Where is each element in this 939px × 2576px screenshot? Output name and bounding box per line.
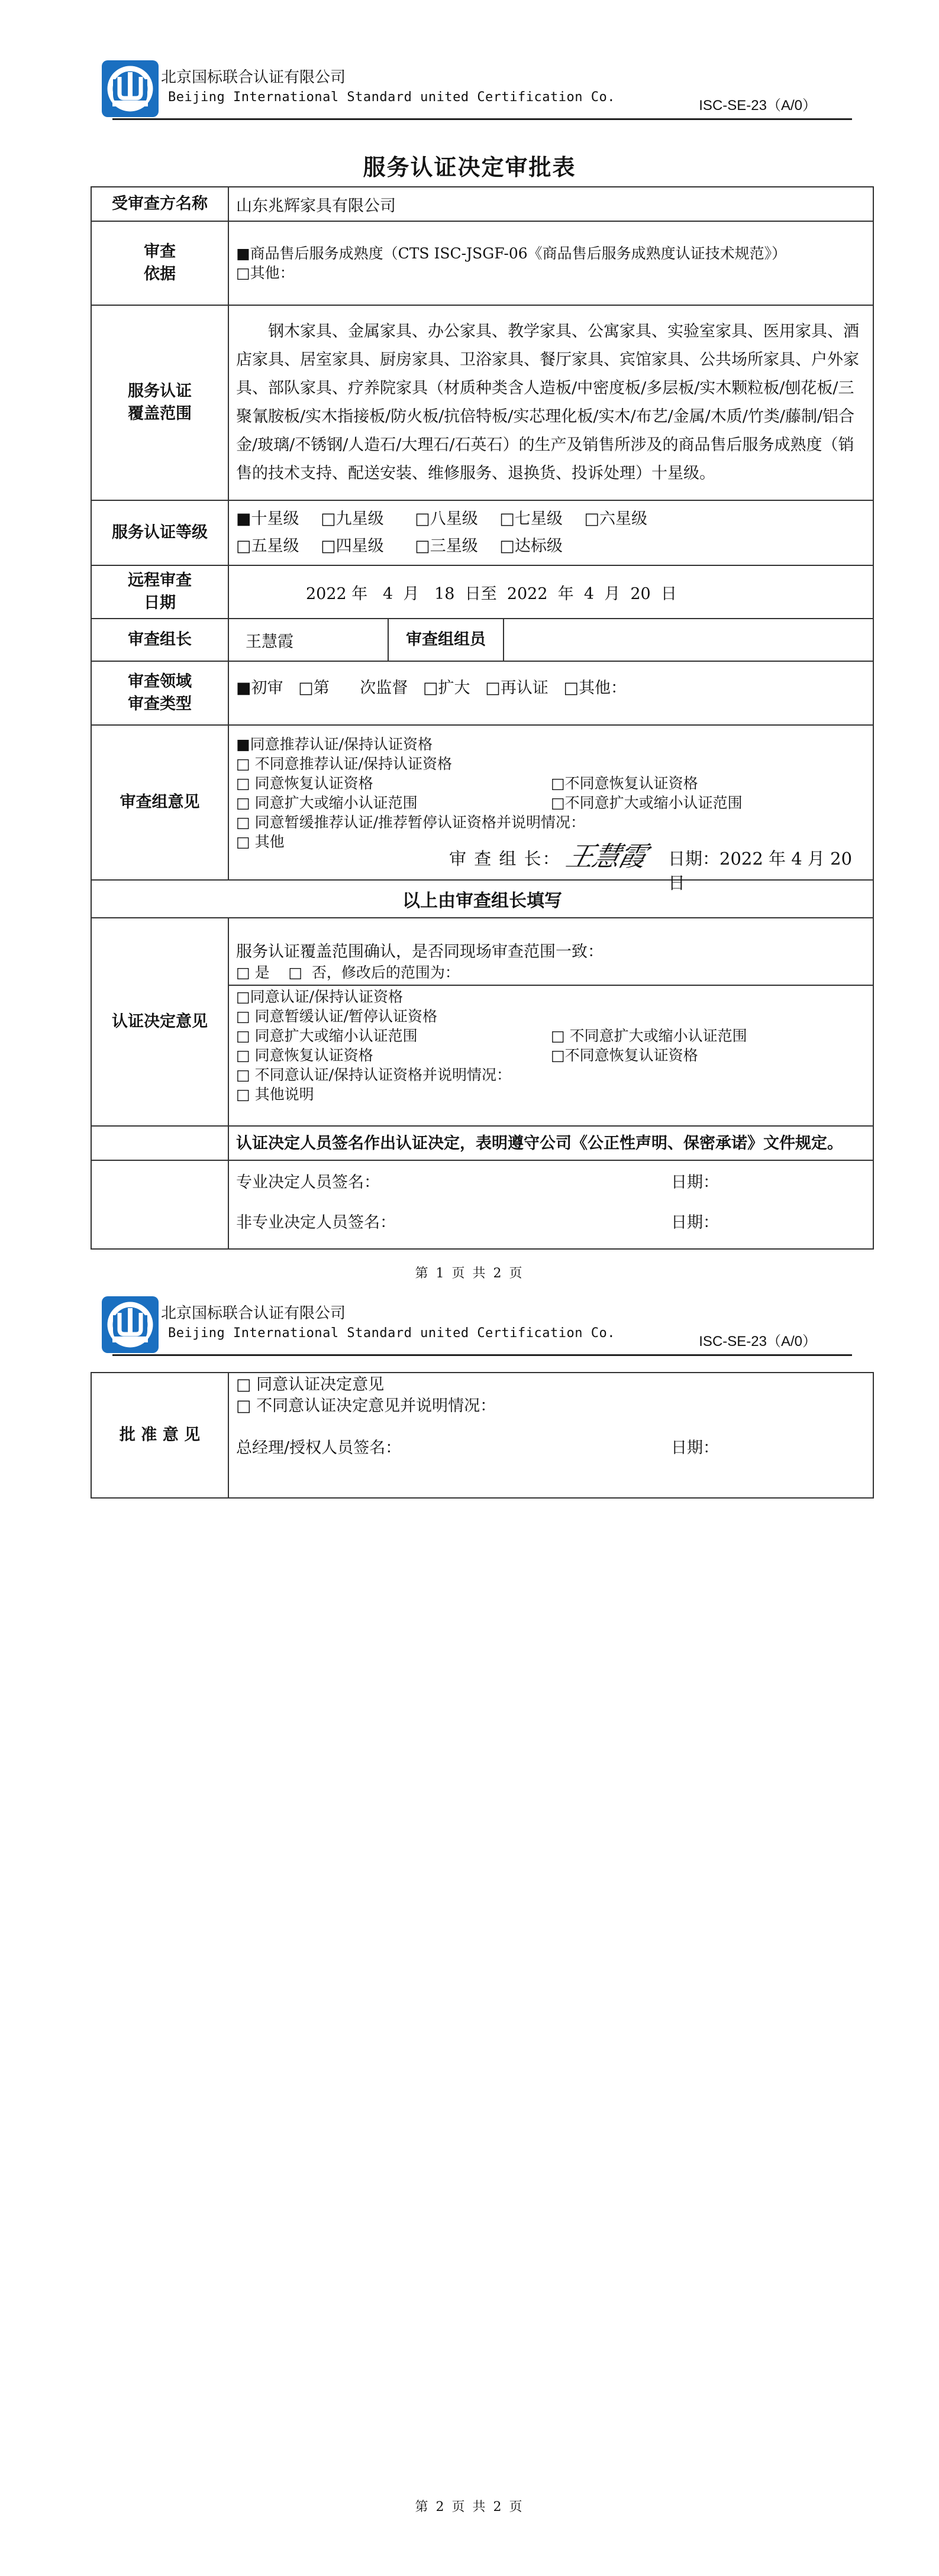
audit-type-label-line2: 审查类型: [128, 695, 192, 713]
team-leader-fill-note: 以上由审查组长填写: [91, 880, 873, 918]
approval-form-table: [91, 186, 874, 1250]
remote-date-value[interactable]: 2022 年 4 月 18 日至 2022 年 4 月 20 日: [228, 565, 873, 619]
grade-option-3[interactable]: □三星级: [415, 537, 478, 555]
scope-confirm-question: 服务认证覆盖范围确认，是否同现场审查范围一致：: [236, 942, 604, 961]
approval-date-label[interactable]: 日期：: [671, 1439, 719, 1457]
basis-row: [91, 221, 873, 305]
applicant-row: [91, 187, 873, 221]
grade-option-7[interactable]: □七星级: [499, 510, 563, 528]
approval-option-disagree[interactable]: □ 不同意认证决定意见并说明情况：: [236, 1397, 496, 1415]
scope-label: [91, 305, 228, 500]
grade-option-9[interactable]: □九星级: [321, 510, 384, 528]
opinion-option-recommend[interactable]: ■同意推荐认证/保持认证资格: [236, 736, 433, 753]
team-leader-value[interactable]: 王慧霞: [228, 619, 388, 661]
approval-row: [91, 1373, 873, 1498]
page2-footer: 第 2 页 共 2 页: [415, 2500, 524, 2514]
opinion-option-suspend[interactable]: □ 同意暂缓推荐认证/推荐暂停认证资格并说明情况：: [236, 814, 585, 831]
team-opinion-content: [228, 725, 873, 893]
decision-label: 认证决定意见: [91, 918, 228, 1126]
document-code: ISC-SE-23（A/0）: [699, 1334, 817, 1350]
company-name-en: Beijing International Standard united Certification Co.: [168, 90, 615, 105]
scope-label-line2: 覆盖范围: [128, 404, 192, 423]
basis-content: [228, 221, 873, 305]
approval-table: [91, 1372, 874, 1499]
notice-label-cell: [91, 1126, 228, 1160]
basis-label-line1: 审查: [144, 242, 176, 261]
approval-content: [228, 1373, 873, 1498]
remote-date-label: [91, 565, 228, 619]
team-leader-signature: 王慧霞: [563, 840, 649, 872]
signature-row: [91, 1160, 873, 1249]
opinion-option-other[interactable]: □ 其他: [236, 833, 285, 850]
decision-option-reject[interactable]: □ 不同意认证/保持认证资格并说明情况：: [236, 1066, 511, 1083]
grade-option-4[interactable]: □四星级: [321, 537, 384, 555]
scope-confirm-options[interactable]: □ 是 □ 否，修改后的范围为：: [236, 963, 460, 981]
audit-type-label-line1: 审查领域: [128, 672, 192, 691]
decision-option-defer[interactable]: □ 同意暂缓认证/暂停认证资格: [236, 1007, 437, 1025]
opinion-option-restore[interactable]: □ 同意恢复认证资格: [236, 775, 373, 792]
team-row: [91, 619, 873, 661]
scope-label-line1: 服务认证: [128, 382, 192, 400]
scope-text[interactable]: 钢木家具、金属家具、办公家具、教学家具、公寓家具、实验室家具、医用家具、酒店家具、居室家具、厨房家具、卫浴家具、餐厅家具、宾馆家具、公共场所家具、户外家具、部队家具、疗养院家具（材质种类含人造板/中密度板/多层板/实木颗粒板/刨花板/三聚氰胺板/实木指接板/防火板/抗倍特板/实芯理化板/实木/布艺/金属/木质/竹类/藤制/铝合金/玻璃/不锈钢/人造石/大理石/石英石）的生产及销售所涉及的商品售后服务成熟度（销售的技术支持、配送安装、维修服务、退换货、投诉处理）十星级。: [228, 305, 873, 500]
basis-option-other[interactable]: □其他：: [236, 264, 295, 281]
team-member-value[interactable]: [504, 619, 873, 661]
pro-decision-sign-label[interactable]: 专业决定人员签名：: [236, 1173, 380, 1192]
audit-type-row: [91, 661, 873, 725]
notice-row: [91, 1126, 873, 1160]
decision-row: [91, 918, 873, 1126]
applicant-label: 受审查方名称: [91, 187, 228, 221]
company-name-cn: 北京国标联合认证有限公司: [161, 1305, 346, 1322]
team-opinion-label: 审查组意见: [91, 725, 228, 880]
approval-option-agree[interactable]: □ 同意认证决定意见: [236, 1376, 385, 1394]
team-leader-signature-line: [236, 837, 866, 893]
team-member-label: 审查组组员: [388, 619, 504, 661]
company-logo-icon: [101, 59, 160, 118]
signature-label-cell: [91, 1160, 228, 1249]
header-rule: [112, 118, 852, 120]
nonpro-decision-date-label[interactable]: 日期：: [671, 1213, 719, 1232]
decision-option-approve[interactable]: □同意认证/保持认证资格: [236, 988, 404, 1005]
team-opinion-date: 日期：2022 年 4 月 20 日: [668, 849, 853, 893]
team-leader-label: 审查组长: [91, 619, 228, 661]
grade-option-5[interactable]: □五星级: [236, 537, 299, 555]
opinion-option-not-change-scope[interactable]: □不同意扩大或缩小认证范围: [551, 794, 743, 811]
page1-header: [95, 59, 852, 136]
remote-date-label-line1: 远程审查: [128, 571, 192, 590]
company-name-en: Beijing International Standard united Certification Co.: [168, 1326, 615, 1341]
decision-option-change-scope[interactable]: □ 同意扩大或缩小认证范围: [236, 1027, 418, 1044]
grade-option-10[interactable]: ■十星级: [236, 510, 299, 528]
decision-content: [228, 918, 873, 1126]
approval-label: 批 准 意 见: [91, 1373, 228, 1498]
decision-option-not-change-scope[interactable]: □ 不同意扩大或缩小认证范围: [551, 1027, 747, 1044]
header-rule: [112, 1354, 852, 1356]
opinion-option-not-restore[interactable]: □不同意恢复认证资格: [551, 775, 698, 792]
grade-row: [91, 500, 873, 565]
page2-header: [95, 1295, 852, 1372]
basis-label-line2: 依据: [144, 265, 176, 283]
page-title: 服务认证决定审批表: [363, 154, 576, 180]
document-code: ISC-SE-23（A/0）: [699, 98, 817, 114]
company-logo-icon: [101, 1295, 160, 1354]
approval-sign-label[interactable]: 总经理/授权人员签名：: [236, 1439, 402, 1457]
page1-footer: 第 1 页 共 2 页: [415, 1266, 524, 1281]
remote-date-row: [91, 565, 873, 619]
opinion-option-change-scope[interactable]: □ 同意扩大或缩小认证范围: [236, 794, 418, 811]
decision-option-restore[interactable]: □ 同意恢复认证资格: [236, 1046, 373, 1064]
signature-content: [228, 1160, 873, 1249]
nonpro-decision-sign-label[interactable]: 非专业决定人员签名：: [236, 1213, 396, 1232]
audit-type-label: [91, 661, 228, 725]
grade-option-6[interactable]: □六星级: [584, 510, 647, 528]
decision-option-not-restore[interactable]: □不同意恢复认证资格: [551, 1046, 698, 1064]
grade-option-8[interactable]: □八星级: [415, 510, 478, 528]
basis-option-standard[interactable]: ■商品售后服务成熟度（CTS ISC-JSGF-06《商品售后服务成熟度认证技术规范》）: [236, 245, 787, 262]
scope-row: [91, 305, 873, 500]
remote-date-label-line2: 日期: [144, 594, 176, 612]
grade-option-standard[interactable]: □达标级: [499, 537, 563, 555]
opinion-option-not-recommend[interactable]: □ 不同意推荐认证/保持认证资格: [236, 755, 452, 772]
team-leader-sign-label: 审 查 组 长：: [449, 849, 561, 869]
decision-option-other[interactable]: □ 其他说明: [236, 1085, 314, 1103]
company-name-cn: 北京国标联合认证有限公司: [161, 69, 346, 86]
team-opinion-row: [91, 725, 873, 880]
pro-decision-date-label[interactable]: 日期：: [671, 1173, 719, 1192]
basis-label: [91, 221, 228, 305]
grade-options: [228, 500, 873, 565]
audit-type-options[interactable]: ■初审 □第 次监督 □扩大 □再认证 □其他：: [228, 661, 873, 725]
decision-notice: 认证决定人员签名作出认证决定，表明遵守公司《公正性声明、保密承诺》文件规定。: [228, 1126, 873, 1160]
applicant-value[interactable]: 山东兆辉家具有限公司: [228, 187, 873, 221]
grade-label: 服务认证等级: [91, 500, 228, 565]
